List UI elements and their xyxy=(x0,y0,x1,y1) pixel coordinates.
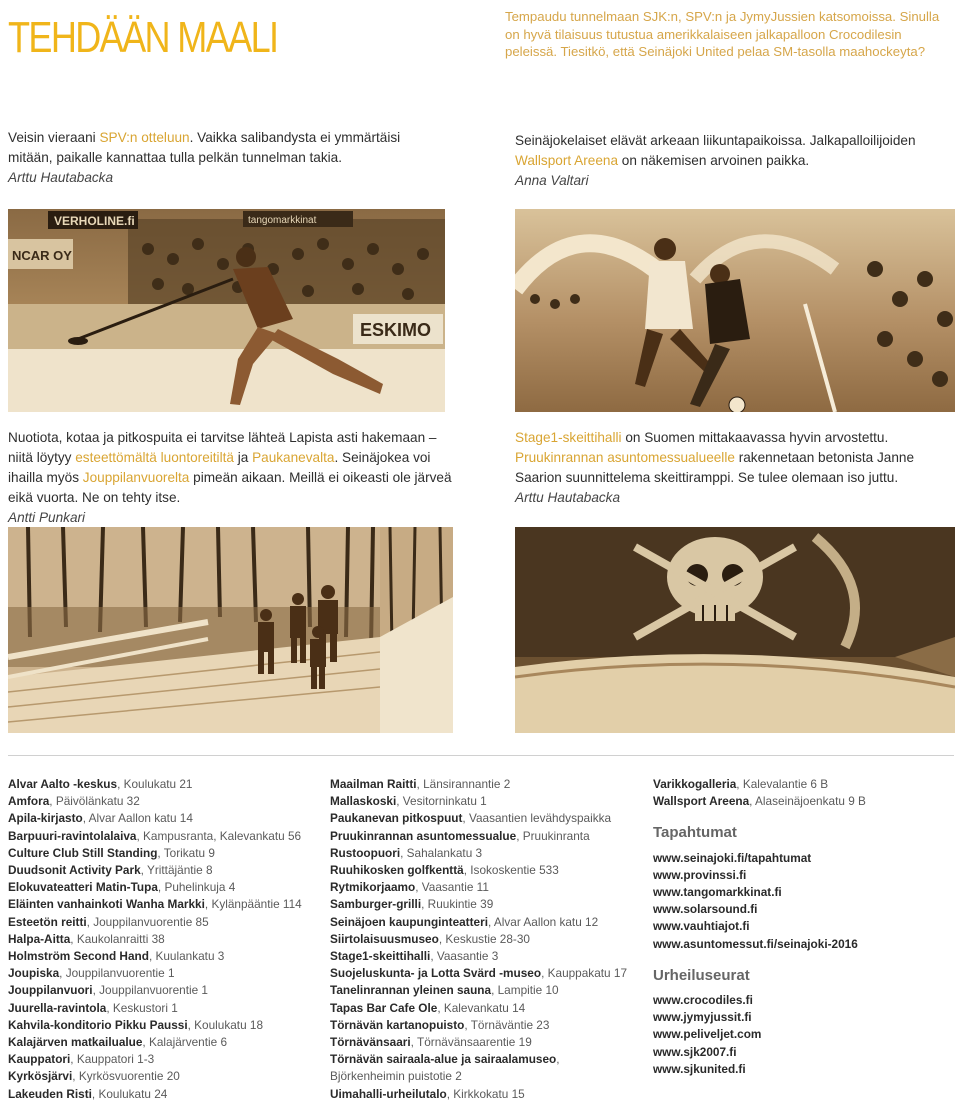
place-address: , Kalajärventie 6 xyxy=(142,1035,228,1050)
highlight-jouppilanvuori: Jouppilanvuorelta xyxy=(82,470,190,485)
photo-football xyxy=(515,209,955,412)
place-item xyxy=(330,1034,635,1051)
place-item xyxy=(8,828,313,845)
place-address: , Kirkkokatu 15 xyxy=(446,1086,525,1101)
place-item xyxy=(653,793,953,810)
place-name: Mallaskoski xyxy=(330,794,397,809)
place-name: Varikkogalleria xyxy=(653,777,737,791)
place-address: , Länsirannantie 2 xyxy=(416,777,511,791)
place-item xyxy=(330,982,635,999)
highlight-spv: SPV:n otteluun xyxy=(99,130,190,145)
place-item xyxy=(330,948,635,965)
place-name: Kauppatori xyxy=(8,1052,71,1067)
place-item xyxy=(330,793,635,810)
place-item xyxy=(8,1086,313,1103)
place-name: Juurella-ravintola xyxy=(8,1000,107,1015)
highlight-stage1: Stage1-skeittihalli xyxy=(515,430,622,445)
place-name: Tanelinrannan yleinen sauna xyxy=(330,983,492,998)
place-address: , Vaasantie 3 xyxy=(430,949,499,964)
place-name: Suojeluskunta- ja Lotta Svärd -museo xyxy=(330,966,542,981)
website-link[interactable]: www.crocodiles.fi xyxy=(653,993,753,1008)
banner-tango: tangomarkkinat xyxy=(248,215,317,226)
place-address: , Vesitorninkatu 1 xyxy=(396,794,487,809)
place-address: , Koulukatu 18 xyxy=(187,1017,264,1032)
photo-boardwalk-rail xyxy=(380,527,453,733)
place-name: Kahvila-konditorio Pikku Paussi xyxy=(8,1017,188,1032)
place-name: Lakeuden Risti xyxy=(8,1086,92,1101)
events-heading: Tapahtumat xyxy=(653,824,737,842)
caption-nature: Nuotiota, kotaa ja pitkospuita ei tarvitse lähteä Lapista asti hakemaan – niitä löytyy esteettömältä luontoreitiltä ja Paukanevalta. Seinäjokea voi ihailla myös Jouppilanvuorelta pimeän aikaan. Meillä ei oikeasti ole järveä eikä vuorta. Ne on tehty itse. Antti Punkari xyxy=(8,430,452,525)
place-name: Tapas Bar Cafe Ole xyxy=(330,1000,438,1015)
highlight-wallsport: Wallsport Areena xyxy=(515,153,619,168)
place-name: Duudsonit Activity Park xyxy=(8,863,141,878)
place-name: Siirtolaisuusmuseo xyxy=(330,931,439,946)
place-name: Rustoopuori xyxy=(330,845,401,860)
place-address: , Vaasantie 11 xyxy=(415,880,489,895)
place-item xyxy=(330,914,635,931)
place-name: Jouppilanvuori xyxy=(8,983,93,998)
place-item xyxy=(330,845,635,862)
website-link[interactable]: www.solarsound.fi xyxy=(653,902,758,917)
place-name: Eläinten vanhainkoti Wanha Markki xyxy=(8,897,205,912)
place-item xyxy=(8,862,313,879)
place-name: Holmström Second Hand xyxy=(8,949,149,964)
website-link[interactable]: www.peliveljet.com xyxy=(653,1027,762,1042)
place-address: , Sahalankatu 3 xyxy=(400,845,483,860)
place-address: , Törnäväntie 23 xyxy=(464,1017,550,1032)
photographer: Anna Valtari xyxy=(515,173,589,188)
place-address: , Jouppilanvuorentie 85 xyxy=(86,914,209,929)
place-name: Rytmikorjaamo xyxy=(330,880,416,895)
place-address: , Ruukintie 39 xyxy=(421,897,494,912)
place-item xyxy=(8,879,313,896)
place-item xyxy=(8,776,313,793)
place-name: Uimahalli-urheilutalo xyxy=(330,1086,447,1101)
photographer: Arttu Hautabacka xyxy=(515,490,621,505)
highlight-reitti: esteettömältä luontoreitiltä xyxy=(75,450,234,465)
place-name: Seinäjoen kaupunginteatteri xyxy=(330,914,488,929)
place-address: , Torikatu 9 xyxy=(157,845,215,860)
place-address: , Keskustie 28-30 xyxy=(438,931,530,946)
place-item xyxy=(330,1051,635,1085)
sports-heading: Urheiluseurat xyxy=(653,966,750,984)
place-name: Amfora xyxy=(8,794,50,809)
place-item xyxy=(330,1017,635,1034)
place-item xyxy=(8,793,313,810)
place-name: Ruuhikosken golfkenttä xyxy=(330,863,464,878)
website-link[interactable]: www.seinajoki.fi/tapahtumat xyxy=(653,850,812,865)
place-name: Maailman Raitti xyxy=(330,777,417,791)
place-address: , Kauppakatu 17 xyxy=(541,966,628,981)
place-item xyxy=(330,879,635,896)
place-address: , Törnävänsaarentie 19 xyxy=(410,1035,532,1050)
website-link[interactable]: www.tangomarkkinat.fi xyxy=(653,885,782,900)
place-item xyxy=(8,948,313,965)
place-name: Törnävänsaari xyxy=(330,1035,411,1050)
place-name: Wallsport Areena xyxy=(653,794,750,809)
place-address: , Alvar Aallon katu 12 xyxy=(487,914,599,929)
place-name: Esteetön reitti xyxy=(8,914,87,929)
place-address: , Puhelinkuja 4 xyxy=(157,880,236,895)
place-address: , Kalevankatu 14 xyxy=(437,1000,526,1015)
place-address: , Kuulankatu 3 xyxy=(148,949,225,964)
places-column-3 xyxy=(653,776,953,1078)
place-address: , Päivölänkatu 32 xyxy=(49,794,140,809)
photo-boardwalk xyxy=(8,527,380,733)
place-address: , Vaasantien levähdyspaikka xyxy=(462,811,612,826)
banner-ncar: NCAR OY xyxy=(12,248,72,263)
place-address: , Keskustori 1 xyxy=(106,1000,178,1015)
place-address: , Kalevalantie 6 B xyxy=(736,777,829,791)
place-item xyxy=(8,1034,313,1051)
place-item xyxy=(330,931,635,948)
place-name: Pruukinrannan asuntomessualue xyxy=(330,828,517,843)
place-item xyxy=(330,1086,635,1103)
highlight-pruukinranta: Pruukinrannan asuntomessualueelle xyxy=(515,450,735,465)
website-link[interactable]: www.vauhtiajot.fi xyxy=(653,919,750,934)
place-name: Törnävän sairaala-alue ja sairaalamuseo xyxy=(330,1052,557,1067)
place-address: , Jouppilanvuorentie 1 xyxy=(92,983,208,998)
page-title: TEHDÄÄN MAALI xyxy=(8,13,278,62)
place-name: Alvar Aalto -keskus xyxy=(8,777,118,791)
place-name: Barpuuri-ravintolalaiva xyxy=(8,828,137,843)
banner-eskimo: ESKIMO xyxy=(360,320,432,340)
place-item xyxy=(330,965,635,982)
website-link[interactable]: www.jymyjussit.fi xyxy=(653,1010,752,1025)
place-name: Kyrkösjärvi xyxy=(8,1069,73,1084)
places-column-1 xyxy=(8,776,313,1103)
photographer: Antti Punkari xyxy=(8,510,86,525)
place-name: Samburger-grilli xyxy=(330,897,422,912)
place-item xyxy=(330,1000,635,1017)
place-item xyxy=(330,810,635,827)
place-name: Joupiska xyxy=(8,966,60,981)
place-name: Elokuvateatteri Matin-Tupa xyxy=(8,880,158,895)
place-name: Törnävän kartanopuisto xyxy=(330,1017,465,1032)
place-item xyxy=(8,914,313,931)
place-item xyxy=(8,1051,313,1068)
place-address: , Kylänpääntie 114 xyxy=(204,897,302,912)
place-address: , Koulukatu 24 xyxy=(91,1086,168,1101)
place-item xyxy=(8,1000,313,1017)
place-item xyxy=(8,1017,313,1034)
banner-verholine: VERHOLINE.fi xyxy=(54,214,135,228)
place-item xyxy=(8,965,313,982)
place-name: Apila-kirjasto xyxy=(8,811,83,826)
place-address: , Yrittäjäntie 8 xyxy=(140,863,213,878)
place-name: Culture Club Still Standing xyxy=(8,845,158,860)
place-name: Paukanevan pitkospuut xyxy=(330,811,463,826)
place-address: , Kauppatori 1-3 xyxy=(70,1052,155,1067)
place-item xyxy=(8,810,313,827)
place-address: , Kaukolanraitti 38 xyxy=(70,931,165,946)
place-item xyxy=(330,862,635,879)
intro-text: Tempaudu tunnelmaan SJK:n, SPV:n ja JymyJussien katsomoissa. Sinulla on hyvä tilaisuus tutustua amerikkalaiseen jalkapalloon Crocodilesin peleissä. Tiesitkö, että Seinäjoki United pelaa SM-tasolla maahockeyta? xyxy=(505,9,940,59)
place-item xyxy=(330,828,635,845)
place-address: , Kyrkösvuorentie 20 xyxy=(72,1069,180,1084)
caption-wallsport: Seinäjokelaiset elävät arkeaan liikuntapaikoissa. Jalkapalloilijoiden Wallsport Areena on näkemisen arvoinen paikka. Anna Valtari xyxy=(515,133,916,188)
places-column-2 xyxy=(330,776,635,1103)
place-item xyxy=(8,931,313,948)
place-item xyxy=(330,896,635,913)
place-address: , Jouppilanvuorentie 1 xyxy=(59,966,175,981)
place-address: , Koulukatu 21 xyxy=(117,777,193,791)
place-name: Kalajärven matkailualue xyxy=(8,1035,143,1050)
place-name: Halpa-Aitta xyxy=(8,931,71,946)
place-item xyxy=(8,1068,313,1085)
website-link[interactable]: www.sjkunited.fi xyxy=(653,1061,746,1076)
divider xyxy=(8,755,954,756)
caption-skate: Stage1-skeittihalli on Suomen mittakaavassa hyvin arvostettu. Pruukinrannan asuntomessualueelle rakennetaan betonista Janne Saarion suunnittelema skeittiramppi. Se tulee olemaan iso juttu. Arttu Hautabacka xyxy=(515,430,915,505)
photo-floorball xyxy=(8,209,445,412)
place-address: , Isokoskentie 533 xyxy=(463,863,559,878)
website-link[interactable]: www.sjk2007.fi xyxy=(653,1044,737,1059)
photographer: Arttu Hautabacka xyxy=(8,170,114,185)
place-address: , Alaseinäjoenkatu 9 B xyxy=(749,794,866,809)
place-address: , Björkenheimin puistotie 2 xyxy=(330,1052,560,1084)
website-link[interactable]: www.asuntomessut.fi/seinajoki-2016 xyxy=(653,936,858,951)
place-address: , Pruukinranta xyxy=(516,828,590,843)
highlight-paukaneva: Paukanevalta xyxy=(252,450,335,465)
website-link[interactable]: www.provinssi.fi xyxy=(653,867,747,882)
photo-skatehall xyxy=(515,527,955,733)
place-name: Stage1-skeittihalli xyxy=(330,949,431,964)
place-address: , Lampitie 10 xyxy=(491,983,559,998)
place-item xyxy=(8,982,313,999)
place-item xyxy=(330,776,635,793)
place-item xyxy=(8,896,313,913)
place-address: , Kampusranta, Kalevankatu 56 xyxy=(136,828,302,843)
place-address: , Alvar Aallon katu 14 xyxy=(82,811,193,826)
caption-salibandy: Veisin vieraani SPV:n otteluun. Vaikka salibandysta ei ymmärtäisi mitään, paikalle kannattaa tulla pelkän tunnelman takia. Arttu Hautabacka xyxy=(8,130,401,185)
place-item xyxy=(8,845,313,862)
place-item xyxy=(653,776,953,793)
